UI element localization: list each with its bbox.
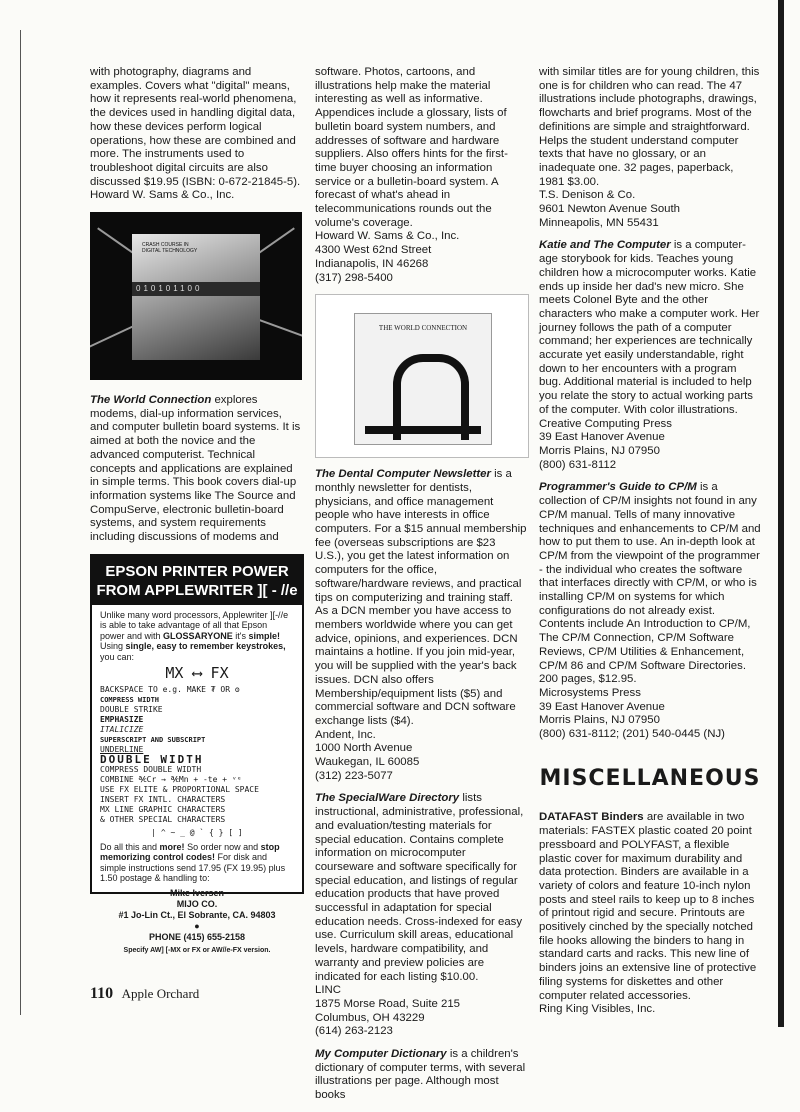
world-connection-review — [90, 394, 302, 545]
ad-feature: COMPRESS WIDTH — [100, 695, 160, 704]
ad-feature: & OTHER SPECIAL CHARACTERS — [100, 814, 226, 824]
ad-feature: COMPRESS DOUBLE WIDTH — [100, 764, 202, 774]
col1-publisher: Howard W. Sams & Co., Inc. — [90, 189, 235, 202]
bullet-icon: ● — [194, 920, 200, 931]
denison-address: T.S. Denison & Co. 9601 Newton Avenue South Minneapolis, MN 55431 — [539, 189, 681, 229]
ad-feature: BACKSPACE TO e.g. MAKE ₮ OR ʘ — [100, 684, 240, 694]
world-connection-book-image — [315, 294, 529, 458]
ad-contact-phone: PHONE (415) 655-2158 — [148, 931, 246, 942]
ad-contact-name: Mike Iversen — [169, 887, 225, 898]
book-cover — [354, 313, 492, 445]
cpm-review: Programmer's Guide to CP/M is a collection of CP/M insights not found in any CP/M manual. Tells of many innovative techniques and enhancements to CP/M and how to put them to use. An in-depth look at CP/M from the viewpoint of the programmer - the individual who creates the software that interfaces directly with CP/M, or who is installing CP/M on systems for which configurations do not already exist. Contents include An Introduction to CP/M, The CP/M Connection, CP/M Software Reviews, CP/M Utilities & Enhancement, CP/M 86 and CP/M Software Directories. 200 pages, $12.95. — [539, 481, 761, 686]
ad-headline: EPSON PRINTER POWER FROM APPLEWRITER ][ - //e — [92, 556, 302, 605]
datafast-review: DATAFAST Binders are available in two materials: FASTEX plastic coated 20 point pressboard and POLYFAST, a flexible plastic cover for maximum durability and data protection. Binders are available in a variety of colors and feature 10-inch nylon posts and steel rails to keep up to 8 inches of printout rigid and secure. Printouts are positively cinched by the specially notched file hooks allowing the binders to hang in standard carts and racks. This new line of binders joins an extensive line of protective filing systems for diskettes and other computer related accessories. — [539, 811, 757, 1002]
dictionary-review: My Computer Dictionary is a children's dictionary of computer terms, with several illustrations per page. Although most books — [315, 1048, 526, 1102]
ad-feature: | ^ ~ _ @ ` { } [ ] — [151, 827, 243, 837]
andent-address: Andent, Inc. 1000 North Avenue Waukegan, IL 60085 (312) 223-5077 — [315, 728, 420, 782]
ad-feature: ITALICIZE — [100, 724, 144, 734]
column-2 — [315, 66, 527, 1112]
ad-intro: Unlike many word processors, Applewriter ][-//e is able to take advantage of all that Epson power and with GLOSSARYONE it's simple! Using single, easy to remember keystrokes, you can: — [100, 609, 289, 662]
page-number: 110 — [90, 985, 114, 1002]
linc-address: LINC 1875 Morse Road, Suite 215 Columbus, OH 43229 (614) 263-2123 — [315, 984, 461, 1038]
section-heading: MISCELLANEOUS — [539, 765, 761, 791]
ad-feature: UNDERLINE — [100, 744, 144, 754]
column-3 — [539, 66, 761, 1017]
page-binding-edge — [778, 0, 784, 1027]
specialware-title: The SpecialWare Directory — [315, 792, 460, 805]
book-cover-title: CRASH COURSE IN DIGITAL TECHNOLOGY — [142, 242, 198, 255]
col2-intro: software. Photos, cartoons, and illustrations help make the material interesting as well as informative. Appendices include a glossary, lists of bulletin board system numbers, and addresses of software and hardware suppliers. Also offers hints for the first-time buyer choosing an information service or a bulletin-board system. A forecast of what's ahead in telecommunications rounds out the volume's coverage. — [315, 66, 508, 229]
world-connection-text: explores modems, dial-up information services, and computer bulletin board systems. It is aimed at both the novice and the advanced computerist. Technical concepts and applications are explained in simple terms. This book covers dial-up information systems like The Source and CompuServe, electronic bulletin-board systems, and system requirements including discussions of modems and — [90, 394, 301, 544]
book-cover — [132, 234, 260, 360]
katie-review: Katie and The Computer is a computer-age storybook for kids. Teaches young children how a microcomputer works. Katie ends up inside her dad's new micro. She meets Colonel Byte and the other characters who make a computer work. Her journey follows the path of a computer command; her experiences are technically accurate yet easily understandable, right down to her encounters with a program bug. Additional material is included to help you relate the story to actual working parts of the computer. With color illustrations. — [539, 239, 760, 416]
dental-title: The Dental Computer Newsletter — [315, 468, 491, 481]
ad-feature: DOUBLE STRIKE — [100, 704, 163, 714]
ad-feature: SUPERSCRIPT AND SUBSCRIPT — [100, 735, 206, 744]
page-footer — [90, 985, 199, 1003]
dictionary-title: My Computer Dictionary — [315, 1048, 447, 1061]
ad-spec: Specify AW] [-MX or FX or AW//e-FX version. — [123, 946, 271, 954]
sams-address: Howard W. Sams & Co., Inc. 4300 West 62nd Street Indianapolis, IN 46268 (317) 298-5400 — [315, 230, 460, 284]
col1-intro: with photography, diagrams and examples. Covers what "digital" means, how it represents real-world phenomena, the devices used in handling digital data, how these devices perform logical operations, how these are combined and more. The instruments used to troubleshoot digital circuits are also discussed $19.95 (ISBN: 0-672-21845-5). — [90, 66, 301, 188]
ad-feature: MX LINE GRAPHIC CHARACTERS — [100, 804, 226, 814]
ad-feature: EMPHASIZE — [100, 714, 144, 724]
book-cover-band: 010101100 — [132, 282, 260, 296]
creative-address: Creative Computing Press 39 East Hanover Avenue Morris Plains, NJ 07950 (800) 631-8112 — [539, 417, 672, 471]
microsystems-address: Microsystems Press 39 East Hanover Avenue Morris Plains, NJ 07950 (800) 631-8112; (201) 540-0445 (NJ) — [539, 686, 725, 741]
ad-feature: USE FX ELITE & PROPORTIONAL SPACE — [100, 784, 259, 794]
ad-contact-address: #1 Jo-Lin Ct., El Sobrante, CA. 94803 — [118, 909, 276, 920]
col3-intro: with similar titles are for young children, this one is for children who can read. The 47 illustrations include photographs, drawings, flowcharts and brief programs. Most of the definitions are simple and straightforward. Helps the student understand computer texts that have no glossary, or an inadequate one. 32 pages, paperback, 1981 $3.00. — [539, 66, 760, 188]
dental-review: The Dental Computer Newsletter is a monthly newsletter for dentists, physicians, and office management people who have interests in office computers. For a $15 annual membership fee (overseas subscriptions are $23 U.S.), you get the latest information on computers for the office, software/hardware reviews, and practical tips on computerizing and training staff. As a DCN member you have access to members worldwide where you can get advice, opinions, and experiences. DCN maintains a hotline. If you join mid-year, you will be supplied with the year's back issues. DCN also offers Membership/equipment lists ($5) and commercial software and DCN software exchange lists ($4). — [315, 468, 527, 727]
katie-title: Katie and The Computer — [539, 239, 671, 252]
ad-body — [92, 605, 302, 962]
specialware-review: The SpecialWare Directory lists instructional, administrative, professional, and evaluation/testing materials for special education. Contains complete information on microcomputer courseware and software specifically for special education, and listings of regular education products that have proved successful in adaptation for special education needs. Cross-indexed for easy use. Curriculum skill areas, educational levels, hardware compatibility, and warranty and preview policies are indicated for each listing $10.00. — [315, 792, 524, 983]
ground-graphic — [365, 426, 481, 434]
cpm-title: Programmer's Guide to CP/M — [539, 481, 697, 494]
column-1 — [90, 66, 302, 954]
ad-feature: INSERT FX INTL. CHARACTERS — [100, 794, 226, 804]
digital-technology-book-image — [90, 212, 302, 380]
ad-feature: DOUBLE WIDTH — [100, 752, 204, 766]
magazine-name: Apple Orchard — [121, 986, 200, 1001]
datafast-title: DATAFAST Binders — [539, 811, 644, 824]
ad-mx-fx: MX ⟷ FX — [165, 664, 229, 683]
world-connection-title: The World Connection — [90, 394, 212, 407]
book-cover-title: THE WORLD CONNECTION — [378, 324, 468, 333]
epson-advertisement — [90, 554, 304, 954]
datafast-publisher: Ring King Visibles, Inc. — [539, 1003, 656, 1016]
ad-contact-company: MIJO CO. — [176, 898, 218, 909]
ad-feature-list — [100, 685, 294, 838]
ad-feature: COMBINE ℀Cr → ℀Mn + -te + ᵛᵉ — [100, 774, 242, 784]
ad-closing: Do all this and more! So order now and stop memorizing control codes! For disk and simple instructions send 17.95 (FX 19.95) plus 1.50 postage & handling to: — [100, 841, 286, 884]
page-left-edge — [20, 30, 21, 1015]
